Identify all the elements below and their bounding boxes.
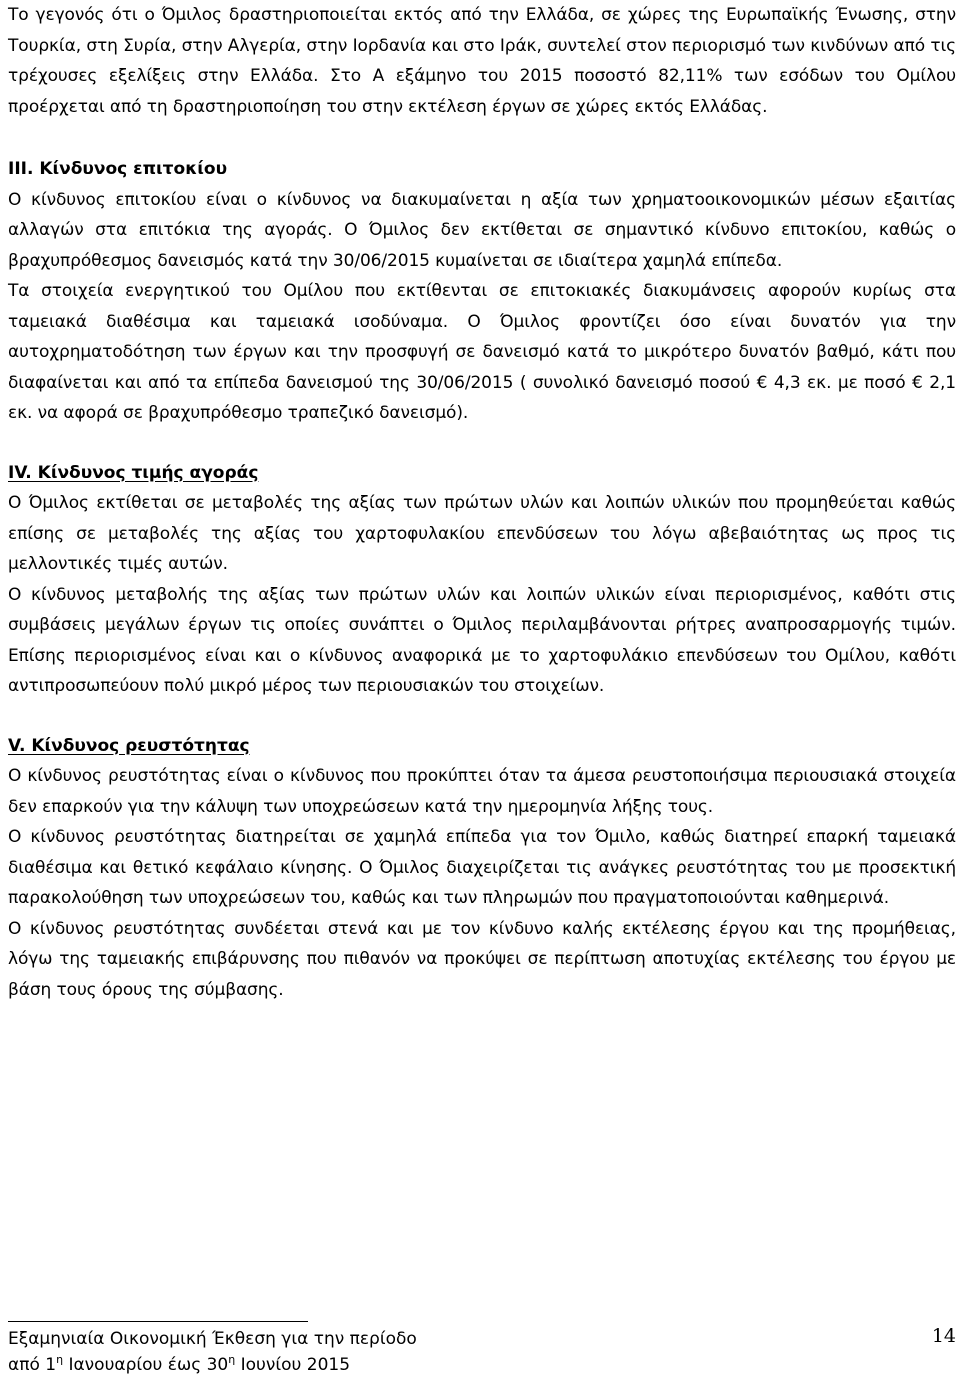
footer-period-end: Ιουνίου 2015 xyxy=(235,1355,351,1375)
footer-ordinal-sup: η xyxy=(56,1353,64,1366)
footer-period-start: από 1 xyxy=(8,1355,57,1375)
footer-report-title: Εξαμηνιαία Οικονομική Έκθεση για την περίοδο xyxy=(8,1329,417,1349)
paragraph-market-price-exposure: Ο Όμιλος εκτίθεται σε μεταβολές της αξίας των πρώτων υλών και λοιπών υλικών που προμηθεύεται καθώς επίσης σε μεταβολές της αξίας του χαρτοφυλακίου επενδύσεων του λόγω αβεβαιότητας ως προς τις μελλοντικές τιμές αυτών. xyxy=(8,493,956,574)
paragraph-market-price-limited: Ο κίνδυνος μεταβολής της αξίας των πρώτων υλών και λοιπών υλικών είναι περιορισμένος, καθότι στις συμβάσεις μεγάλων έργων τις οποίες συνάπτει ο Όμιλος περιλαμβάνονται ρήτρες αναπροσαρμογής τιμών. Επίσης περιορισμένος είναι και ο κίνδυνος αναφορικά με το χαρτοφυλάκιο επενδύσεων του Ομίλου, καθότι αντιπροσωπεύουν πολύ μικρό μέρος των περιουσιακών του στοιχείων. xyxy=(8,584,956,696)
heading-market-price-risk: IV. Κίνδυνος τιμής αγοράς xyxy=(8,462,259,483)
paragraph-interest-rate-assets: Τα στοιχεία ενεργητικού του Ομίλου που εκτίθενται σε επιτοκιακές διακυμάνσεις αφορούν κυρίως στα ταμειακά διαθέσιμα και ταμειακά ισοδύναμα. Ο Όμιλος φροντίζει όσο είναι δυνατόν για την αυτοχρηματοδότηση των έργων και την προσφυγή σε δανεισμό κατά το μικρότερο δυνατόν βαθμό, κάτι που διαφαίνεται και από τα επίπεδα δανεισμού της 30/06/2015 ( συνολικό δανεισμό ποσού € 4,3 εκ. με ποσό € 2,1 εκ. να αφορά σε βραχυπρόθεσμο τραπεζικό δανεισμό). xyxy=(8,281,956,423)
heading-interest-rate-risk: III. Κίνδυνος επιτοκίου xyxy=(8,159,228,179)
paragraph-interest-rate-definition: Ο κίνδυνος επιτοκίου είναι ο κίνδυνος να διακυμαίνεται η αξία των χρηματοοικονομικών μέσων εξαιτίας αλλαγών στα επιτόκια της αγοράς. Ο Όμιλος δεν εκτίθεται σε σημαντικό κίνδυνο επιτοκίου, καθώς ο βραχυπρόθεσμος δανεισμός κατά την 30/06/2015 κυμαίνεται σε ιδιαίτερα χαμηλά επίπεδα. xyxy=(8,189,956,271)
document-page xyxy=(8,0,956,1005)
footer-period-middle: Ιανουαρίου έως 30 xyxy=(63,1355,229,1375)
paragraph-liquidity-definition: Ο κίνδυνος ρευστότητας είναι ο κίνδυνος που προκύπτει όταν τα άμεσα ρευστοποιήσιμα περιουσιακά στοιχεία δεν επαρκούν για την κάλυψη των υποχρεώσεων κατά την ημερομηνία λήξης τους. xyxy=(8,766,956,817)
paragraph-foreign-operations: Το γεγονός ότι ο Όμιλος δραστηριοποιείται εκτός από την Ελλάδα, σε χώρες της Ευρωπαϊκής Ένωσης, στην Τουρκία, στη Συρία, στην Αλγερία, στην Ιορδανία και στο Ιράκ, συντελεί στον περιορισμό των κινδύνων από τις τρέχουσες εξελίξεις στην Ελλάδα. Στο Α εξάμηνο του 2015 ποσοστό 82,11% των εσόδων του Ομίλου προέρχεται από τη δραστηριοποίηση του στην εκτέλεση έργων σε χώρες εκτός Ελλάδας. xyxy=(8,5,956,117)
paragraph-liquidity-management: Ο κίνδυνος ρευστότητας διατηρείται σε χαμηλά επίπεδα για τον Όμιλο, καθώς διατηρεί επαρκή ταμειακά διαθέσιμα και θετικό κεφάλαιο κίνησης. Ο Όμιλος διαχειρίζεται τις ανάγκες ρευστότητας του με προσεκτική παρακολούθηση των υποχρεώσεων του, καθώς και των πληρωμών που πραγματοποιούνται καθημερινά. xyxy=(8,827,956,908)
footer-ordinal-sup: η xyxy=(228,1353,236,1366)
heading-liquidity-risk: V. Κίνδυνος ρευστότητας xyxy=(8,735,250,756)
page-number: 14 xyxy=(931,1325,956,1347)
footer-divider xyxy=(8,1321,308,1322)
footer-report-period xyxy=(8,1354,350,1376)
paragraph-liquidity-project-execution: Ο κίνδυνος ρευστότητας συνδέεται στενά και με τον κίνδυνο καλής εκτέλεσης έργου και της προμήθειας, λόγω της ταμειακής επιβάρυνσης που πιθανόν να προκύψει σε περίπτωση αποτυχίας εκτέλεσης του έργου με βάση τους όρους της σύμβασης. xyxy=(8,918,956,1000)
